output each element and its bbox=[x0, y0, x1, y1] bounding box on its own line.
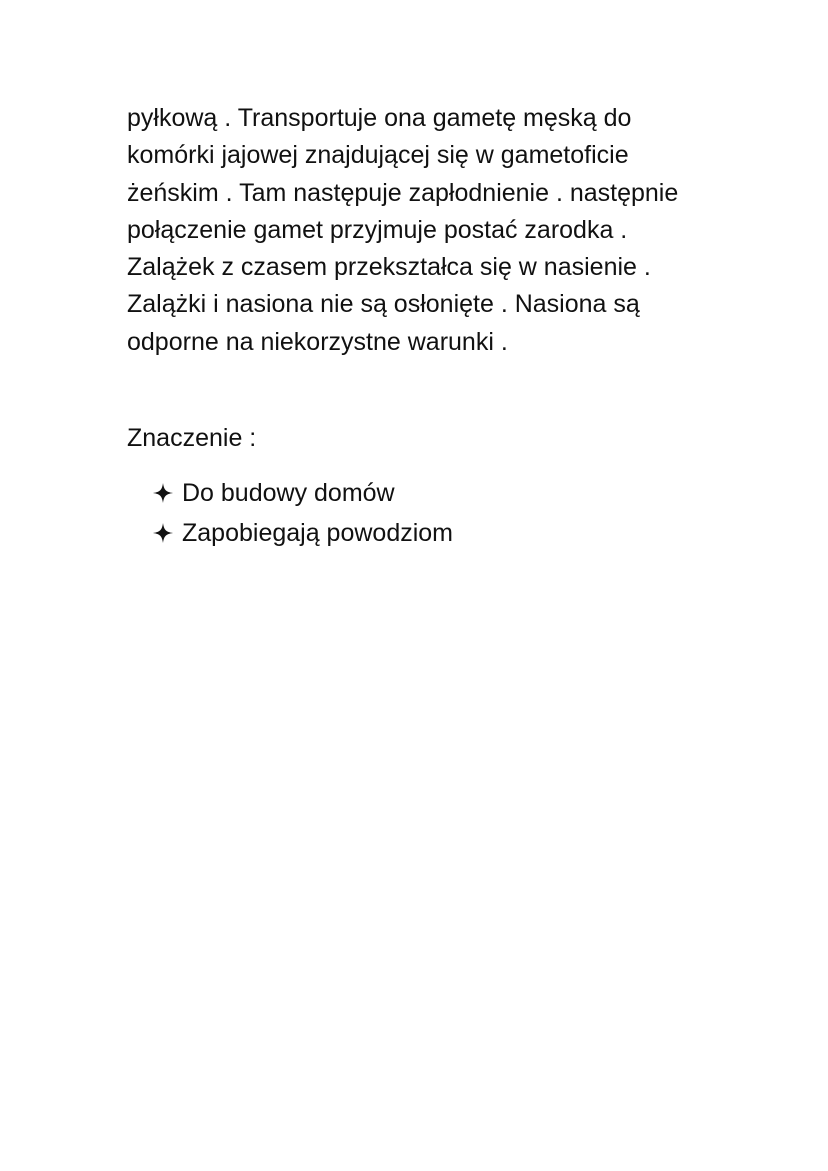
paragraph-line: żeńskim . Tam następuje zapłodnienie . następnie bbox=[127, 178, 679, 207]
paragraph-line: komórki jajowej znajdującej się w gametoficie bbox=[127, 141, 629, 170]
four-point-star-icon bbox=[152, 482, 174, 504]
list-item-text: Zapobiegają powodziom bbox=[182, 519, 454, 547]
paragraph-line: Zalążki i nasiona nie są osłonięte . Nasiona są bbox=[127, 290, 640, 319]
paragraph-line: Zalążek z czasem przekształca się w nasienie . bbox=[127, 253, 651, 282]
bullet-list bbox=[152, 473, 453, 553]
list-item bbox=[152, 513, 453, 553]
paragraph-line: odporne na niekorzystne warunki . bbox=[127, 327, 508, 356]
body-paragraph bbox=[127, 100, 767, 361]
paragraph-line: połączenie gamet przyjmuje postać zarodka . bbox=[127, 215, 628, 244]
paragraph-line: pyłkową . Transportuje ona gametę męską do bbox=[127, 104, 632, 132]
four-point-star-icon bbox=[152, 522, 174, 544]
list-item-text: Do budowy domów bbox=[182, 479, 395, 507]
list-item bbox=[152, 473, 453, 513]
section-heading: Znaczenie : bbox=[127, 424, 257, 452]
